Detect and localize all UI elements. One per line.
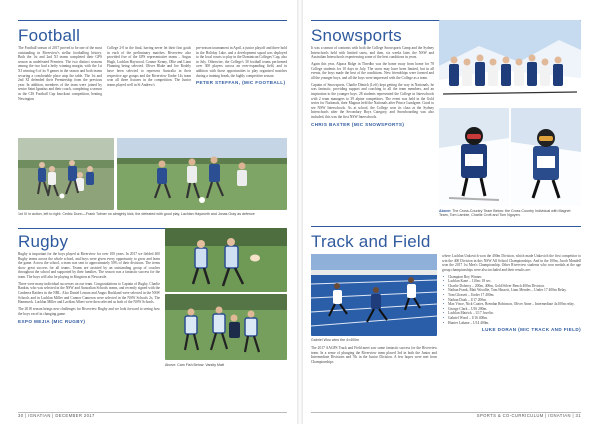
football-photo-2: [117, 138, 287, 210]
section-rule: [311, 226, 581, 227]
list-item: • Champion Boy Winner.: [442, 275, 581, 280]
snowsports-column: It was a season of contrasts with both the College Snowsports Camp and the Sydney Interschools held with limited snow, and then, six weeks later, the NSW and Australian Interschools experiencing some of the best conditions in years. Again this year, Alpaca Ridge in Thredbo was the home away from home for 78 College students for 10 days in July. The snow may have been limited, but in all events, the boys made the best of the conditions. New friendships were formed and all the younger boys, and all the boys were impressed with the College as a team. Captain of Snowsports, Charlie Dimick (Left) kept getting the way in Nationals, he was fantastic, providing support and coaching to all the team members, and an inspiration to the younger boys. 28 students represented the College in Interschools with 2 team managers to 39 alpine competitors. The event was held in the Gold series for Nationals, their Magnus held the Nationals after Prince Lundgren. Good to see NSW Interschools. As at school, the College won its class at the Sydney Interschools after the Secondary Boys Category, and Snowboarding was also included, this was the first NSW Interschools. CHRIS BAXTER (MIC SNOWSPORTS): [311, 46, 434, 127]
list-item: • Tom Glossett – Under 17 400m.: [442, 293, 581, 298]
snowsports-photo-racer-2: [511, 108, 581, 206]
snowsports-caption-label: Above:: [439, 209, 452, 213]
track-caption: Gabriel Woo wins the 4×400m: [311, 338, 360, 342]
football-caption: 1st XI in action, left to right: Cedric Dunn—Frank Tolmer on almighty kick; the defeated with good play, Lachlan Hayworth and Jonas Gray as defence: [18, 212, 255, 216]
track-and-field-heading: Track and Field: [311, 232, 431, 251]
list-item: • Hunter Lahane – U14 400m.: [442, 321, 581, 326]
football-heading: Football: [18, 26, 81, 45]
football-photo-1: [18, 138, 114, 210]
rugby-caption: Above: Cam Fish Below: Varsity Matt: [165, 363, 225, 367]
list-item: • Nathan Frank, Matt Woodlie, Tom Hassett, Liam Mendes – Under 17 400m Relay.: [442, 288, 581, 293]
list-item: • Lachlan Kane – 110m: 18 sec.: [442, 279, 581, 284]
list-item: • Max Vince, Nick Coates, Brendan Robinson, Oliver Anne – Intermediate 4x100m relay.: [442, 302, 581, 307]
snowsports-byline: CHRIS BAXTER (MIC SNOWSPORTS): [311, 121, 405, 127]
rugby-byline: EXPO MEJIA (MIC RUGBY): [18, 318, 86, 324]
track-photo: [311, 254, 437, 336]
snowsports-heading: Snowsports: [311, 26, 402, 45]
football-column-1: The Football season of 2017 proved to be one of the most outstanding in Riverview's stellar footballing history. Both the 1st and 2nd XI teams completed their GPS season as undefeated Premiers. The two distinct seasons among the two had a hefty winning margin, with the 1st XI winning 6 of its 9 games in the season and both teams securing a comfortable place atop the table. The 1st and 2nd XI defended their Premiership from the previous year. In addition, members of the team were joined by senior Saint Ignatius and their coach, completing a season as the CIS Football Cup knockout competition, beating Newington: [18, 46, 102, 101]
left-page: [0, 0, 297, 424]
right-page: [303, 0, 600, 424]
football-column-3: pre-season tournament in April, a junior playoff and three hold in the Holiday Lake, and a development squad was deployed to the local courts to play in the Dominican Colleges' Cup, also in July. Otherwise, the College's 30 football teams performed over 300 players across an ever-expanding field, and in addition with those opportunities to play organised matches during a training break, the highly competitive season. PETER STEFFAN, (MIC FOOTBALL): [196, 46, 287, 86]
snowsports-photo-team: [439, 20, 581, 106]
list-item: • Lachlan Matrick – U17 Javelin.: [442, 311, 581, 316]
list-item: • George Clark – U16 200m.: [442, 307, 581, 312]
snowsports-caption: [439, 209, 581, 218]
track-byline: LUKE DORAN (MIC TRACK AND FIELD): [481, 327, 581, 333]
left-page-footer: 30 | IGNATIAN | DECEMBER 2017: [18, 413, 95, 418]
list-item: • Gabriel Wood – U16 400m.: [442, 316, 581, 321]
football-byline: PETER STEFFAN, (MIC FOOTBALL): [196, 80, 286, 86]
snowsports-caption-text: The Cross-Country Team Below: the Cross Country Individual with Magnet Team, Tom Lambie, Charlie Croft and Tom Nguyen.: [439, 209, 571, 218]
list-item: • Charlie Doherty – 200m, 400m, Gold/Silver Bench 400m Division.: [442, 284, 581, 289]
rugby-photo-1: [165, 228, 287, 292]
rugby-photo-2: [165, 294, 287, 360]
section-rule: [18, 20, 287, 21]
track-intro-column: The 2017 AAGPS Track and Field meet saw some fantastic success for the Riverview team. In a sense of plunging the Riverview team placed 3rd in both the Junior and Intermediate Divisions and 7th in the Junior Division. A few hopes were met from Championships: [311, 346, 437, 364]
track-results-column: where Lachlan Unkovich won the 400m Division, which made Unkovich the first competitor to win the 400 Division in this NSW All School Championships. And in the 100m, Jacob Mundell won the 2017 1st Men's Championship. Other Riverview students who won medals at the age group championships were also included and their results are: • Champion Boy Winner. • Lachlan Kane – 110m: 18 sec. • Charlie Doherty – 200m, 400m, Gold/Silver Bench 400m Division. • Nathan Frank, Matt Woodlie, Tom Hassett, Liam Mendes – Under 17 400m Relay. • Tom Glossett – Under 17 400m. • Nathan Doak – U17 200m. • Max Vince, Nick Coates, Brendan Robinson, Oliver Anne – Intermediate 4x100m relay. • George Clark – U16 200m. • Lachlan Matrick – U17 Javelin. • Gabriel Wood – U16 400m. • Hunter Lahane – U14 400m. LUKE DORAN (MIC TRACK AND FIELD): [442, 254, 581, 410]
track-results-list: [442, 275, 581, 326]
rugby-heading: Rugby: [18, 232, 69, 251]
rugby-column: Rugby is important for the boys played at Riverview for over 100 years. In 2017 we fielded 400 Rugby teams across the whole school, and boys were given every opportunity to grow and learn the game. Across the school, a team was sent to approximately 50% of their divisions. The terms show great success for all teams. Teams are assisted by an outstanding group of coaches throughout the school and supported by their families. The season was a fantastic success for the team. The boys will also be playing in Kingston at Newcastle. There were many individual successes on our team. Congratulations to Captain of Rugby, Charlie Rankin, who was selected in the NSW and Australian Schools teams, and recently signed with the Canberra Raiders in the NRL. Also Daniel Lemon and Angus Buckland were selected in the NSW Schools and in Lachlan Miller and Connor Cameron were selected in the NSW Schools 2s, The Hammock. Lachlan Miller and Lachlan Albert were then selected as both of the NSW Schools. The 2018 season brings new challenges for Riverview Rugby and we look forward to seeing how the boys excel in changing game. EXPO MEJIA (MIC RUGBY): [18, 252, 160, 324]
right-page-footer: SPORTS & CO-CURRICULUM | IGNATIAN | 31: [476, 413, 581, 418]
list-item: • Nathan Doak – U17 200m.: [442, 298, 581, 303]
snowsports-photo-racer-1: [439, 108, 509, 206]
football-column-2: College 2-0 in the final, having never let their first goals in each of the preliminary matches. Riverview also provided five of the GPS representative teams – Angus Hugh, Lachlan Haywood, Connor Kenny, Ollie and Liam Flanning being selected. Oliver Blake and Joe Rodely have been selected to represent Australia in their respective age groups and the Riverview Under 14s team won all three fixtures in the competition. The Junior teams played well in St Andrew's: [107, 46, 191, 87]
